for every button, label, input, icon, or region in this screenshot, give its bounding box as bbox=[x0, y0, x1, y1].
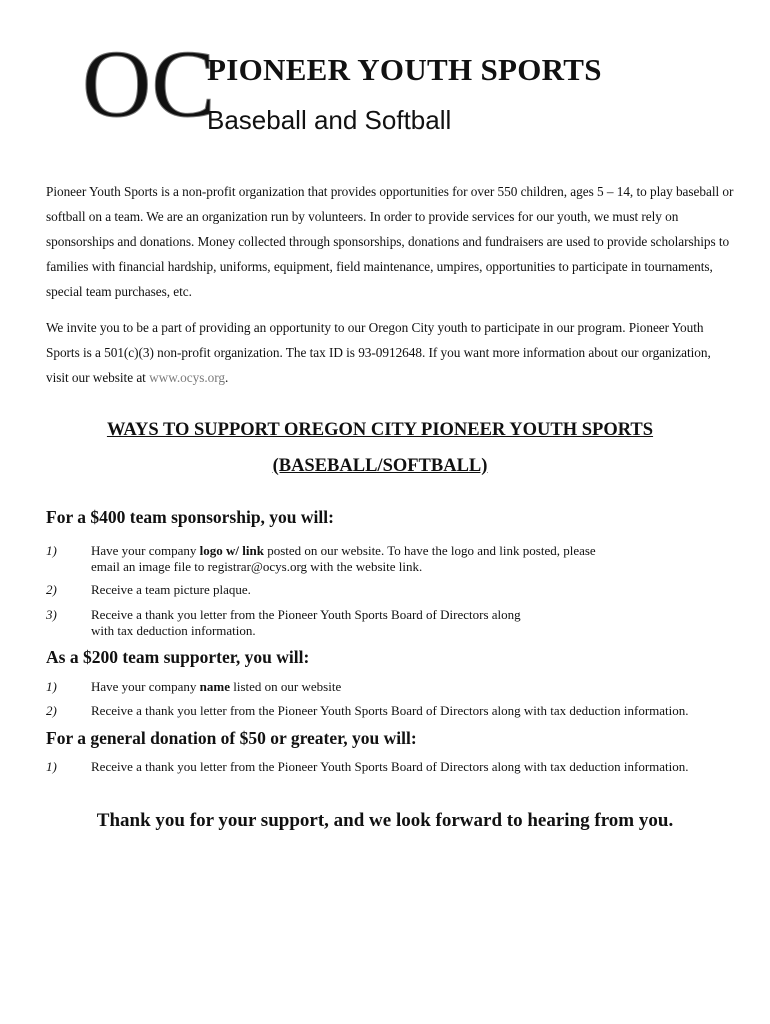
item-number: 3) bbox=[46, 607, 57, 622]
invite-text: We invite you to be a part of providing an opportunity to our Oregon City youth to participate in our program. Pioneer Youth Sports is a 501(c)(3) non-profit organization. The tax ID is 93-0912648. If you want more information about our organization, visit our website at bbox=[46, 320, 711, 385]
logo-link-bold: logo w/ link bbox=[199, 543, 264, 558]
closing-message: Thank you for your support, and we look forward to hearing from you. bbox=[96, 810, 674, 831]
invite-paragraph bbox=[46, 315, 736, 390]
item-number: 1) bbox=[46, 543, 57, 558]
intro-paragraph: Pioneer Youth Sports is a non-profit organization that provides opportunities for over 550 children, ages 5 – 14, to play baseball or softball on a team. We are an organization run by volunteers. In order to provide services for our youth, we must rely on sponsorships and donations. Money collected through sponsorships, donations and fundraisers are used to provide scholarships to families with financial hardship, uniforms, equipment, field maintenance, umpires, opportunities to participate in tournaments, special team purchases, etc. bbox=[46, 184, 734, 299]
supporter-heading: As a $200 team supporter, you will: bbox=[46, 647, 310, 667]
item-text: Have your company name listed on our website bbox=[91, 679, 342, 694]
invite-end: . bbox=[224, 370, 229, 385]
ways-heading-line1: WAYS TO SUPPORT OREGON CITY PIONEER YOUTH SPORTS bbox=[106, 420, 654, 440]
page-title: PIONEER YOUTH SPORTS bbox=[207, 52, 602, 87]
item-number: 1) bbox=[46, 679, 57, 694]
item-text: Receive a thank you letter from the Pioneer Youth Sports Board of Directors along with tax deduction information. bbox=[91, 607, 521, 638]
donation-heading: For a general donation of $50 or greater, you will: bbox=[46, 728, 417, 748]
item-number: 2) bbox=[46, 582, 57, 597]
item-text: Receive a thank you letter from the Pioneer Youth Sports Board of Directors along with tax deduction information. bbox=[91, 703, 689, 718]
page-subtitle: Baseball and Softball bbox=[207, 105, 452, 135]
item-text: Receive a team picture plaque. bbox=[91, 582, 251, 597]
logo-letter-o: OC bbox=[82, 30, 216, 137]
name-bold: name bbox=[199, 679, 231, 694]
sponsorship-heading: For a $400 team sponsorship, you will: bbox=[46, 507, 334, 527]
ways-heading-line2: (BASEBALL/SOFTBALL) bbox=[272, 456, 488, 476]
website-link[interactable]: www.ocys.org bbox=[149, 370, 225, 385]
item-text: Have your company logo w/ link posted on our website. To have the logo and link posted, please email an image file to registrar@ocys.org with the website link. bbox=[91, 543, 596, 574]
item-number: 1) bbox=[46, 759, 57, 774]
item-number: 2) bbox=[46, 703, 57, 718]
item-text: Receive a thank you letter from the Pioneer Youth Sports Board of Directors along with tax deduction information. bbox=[91, 759, 689, 774]
oc-logo bbox=[80, 30, 216, 150]
